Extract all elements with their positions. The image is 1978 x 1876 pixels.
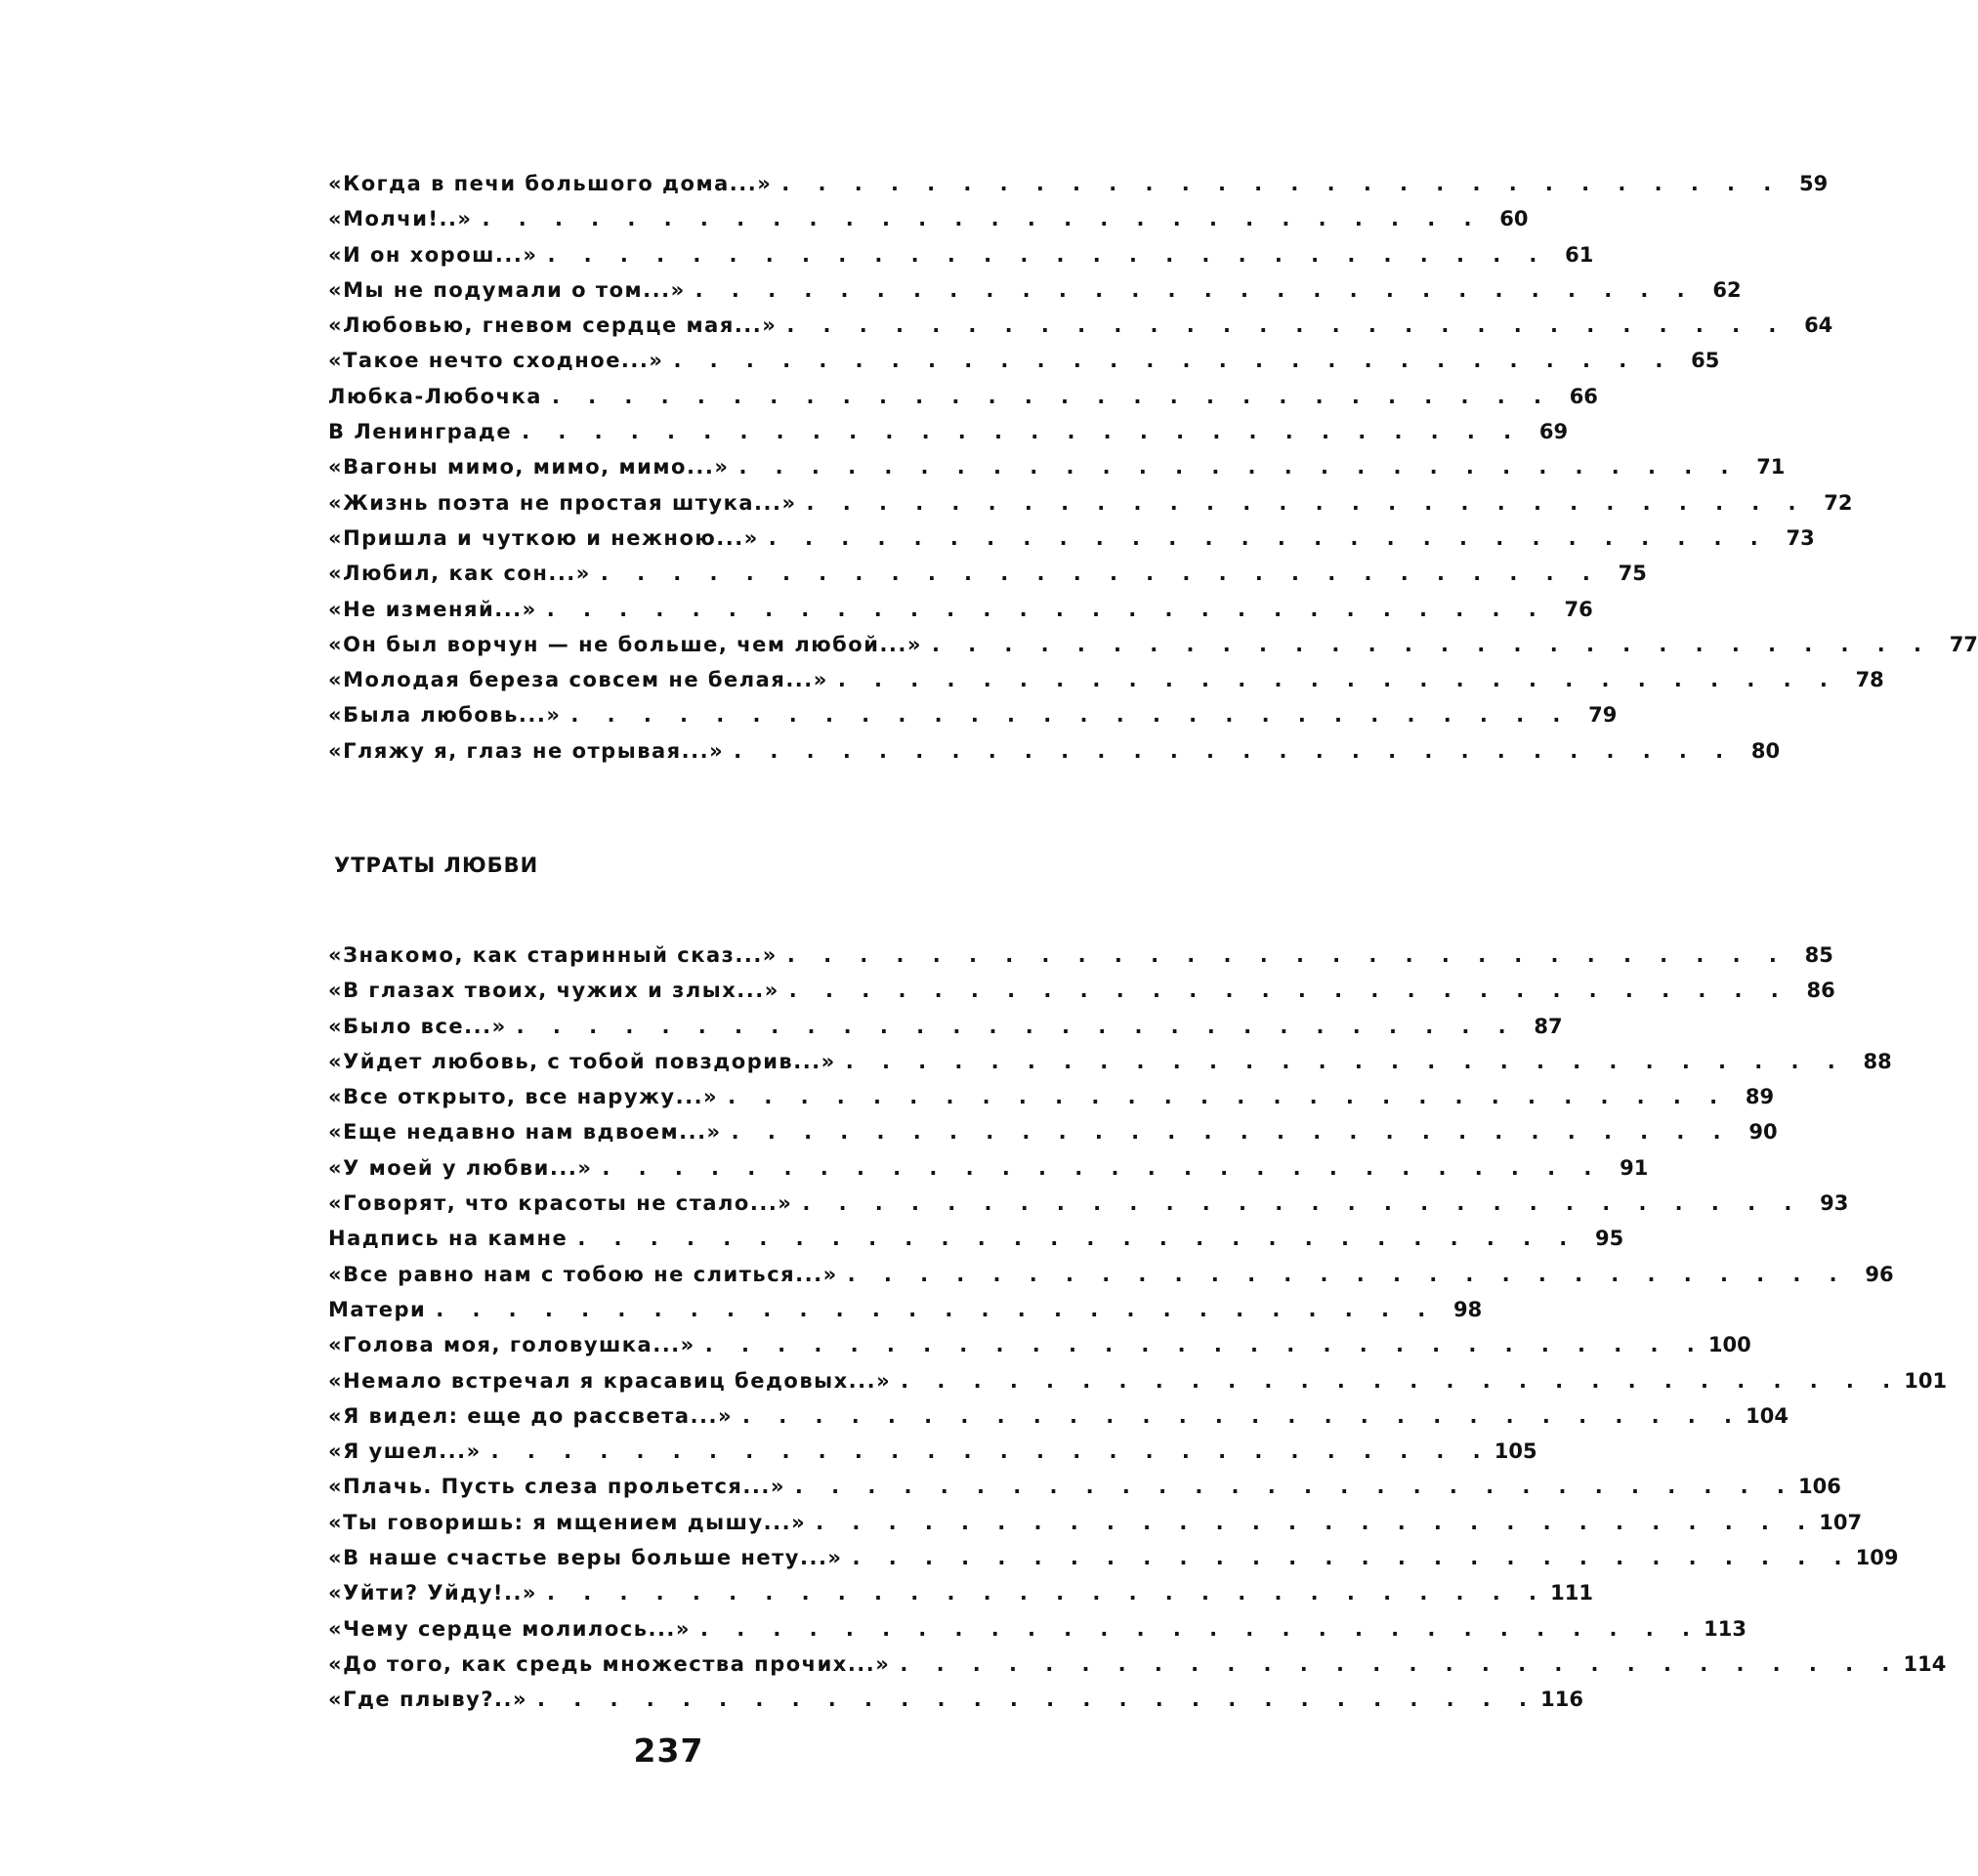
dot-leader — [891, 1369, 1898, 1393]
toc-entry-page: 116 — [1540, 1688, 1583, 1712]
dot-leader — [686, 278, 1693, 302]
toc-entry-page: 86 — [1806, 979, 1835, 1003]
toc-entry — [328, 1227, 1624, 1262]
dot-leader — [838, 1263, 1845, 1286]
dot-leader — [473, 207, 1480, 230]
toc-entry-title: «У моей у любви...» — [328, 1155, 593, 1180]
toc-entry-title: Любка-Любочка — [328, 384, 542, 408]
dot-leader — [772, 172, 1779, 195]
toc-entry-title: «Не изменяй...» — [328, 597, 537, 621]
toc-entry-page: 90 — [1748, 1120, 1778, 1145]
toc-entry-title: «Было все...» — [328, 1014, 507, 1038]
toc-entry-title: Надпись на камне — [328, 1227, 568, 1251]
dot-leader — [512, 420, 1519, 443]
dot-leader — [777, 313, 1784, 337]
toc-entry-page: 64 — [1804, 313, 1833, 338]
toc-entry — [328, 1014, 1563, 1050]
toc-entry-page: 66 — [1569, 384, 1598, 408]
toc-entry-page: 75 — [1618, 562, 1647, 586]
toc-entry — [328, 172, 1829, 207]
dot-leader — [759, 526, 1766, 550]
toc-entry-page: 111 — [1550, 1581, 1593, 1605]
toc-entry-title: «Чему сердце молилось...» — [328, 1616, 691, 1641]
toc-entry-page: 65 — [1691, 349, 1720, 373]
toc-entry-title: «Все равно нам с тобою не слиться...» — [328, 1262, 838, 1286]
toc-entry-title: «Ты говоришь: я мщением дышу...» — [328, 1510, 807, 1534]
toc-entry — [328, 1475, 1841, 1510]
dot-leader — [718, 1085, 1725, 1108]
toc-entry-title: «Когда в печи большого дома...» — [328, 172, 773, 195]
toc-entry-title: «Вагоны мимо, мимо, мимо...» — [328, 455, 730, 479]
dot-leader — [542, 385, 1549, 408]
toc-entry — [328, 242, 1594, 278]
toc-entry-page: 88 — [1863, 1049, 1892, 1073]
toc-entry-page: 77 — [1949, 632, 1978, 656]
toc-entry — [328, 668, 1884, 703]
dot-leader — [537, 243, 1544, 267]
toc-entry — [328, 1510, 1863, 1546]
toc-entry — [328, 703, 1618, 738]
toc-entry-page: 73 — [1786, 525, 1815, 550]
toc-entry — [328, 1120, 1778, 1155]
toc-entry — [328, 1191, 1849, 1227]
toc-entry — [328, 1439, 1537, 1475]
toc-entry-page: 114 — [1903, 1651, 1947, 1676]
toc-entry-title: «Пришла и чуткою и нежною...» — [328, 525, 759, 550]
toc-entry-page: 98 — [1452, 1297, 1483, 1321]
toc-entry-title: «Я видел: еще до рассвета...» — [328, 1403, 734, 1428]
toc-entry — [328, 597, 1593, 633]
toc-entry — [328, 632, 1978, 668]
dot-leader — [591, 562, 1598, 585]
toc-entry — [328, 1403, 1789, 1439]
toc-entry — [328, 1546, 1899, 1581]
toc-entry-page: 101 — [1904, 1368, 1948, 1393]
toc-entry — [328, 943, 1833, 979]
dot-leader — [568, 1227, 1575, 1250]
toc-entry — [328, 1262, 1894, 1298]
toc-entry-page: 61 — [1565, 242, 1594, 267]
toc-entry — [328, 1581, 1593, 1616]
toc-entry-title: «Такое нечто сходное...» — [328, 349, 664, 373]
toc-entry — [328, 1297, 1483, 1333]
toc-entry-title: «Была любовь...» — [328, 703, 562, 728]
toc-entry-title: «Молчи!..» — [328, 207, 473, 231]
dot-leader — [890, 1652, 1897, 1676]
toc-entry-page: 72 — [1824, 490, 1853, 515]
dot-leader — [792, 1191, 1799, 1215]
toc-entry-title: «Знакомо, как старинный сказ...» — [328, 943, 778, 967]
dot-leader — [507, 1015, 1514, 1038]
dot-leader — [482, 1439, 1489, 1463]
toc-entry — [328, 1333, 1751, 1368]
toc-entry-page: 62 — [1712, 277, 1742, 302]
dot-leader — [778, 943, 1785, 967]
toc-entry — [328, 384, 1598, 420]
dot-leader — [695, 1333, 1703, 1356]
toc-entry-title: «Где плыву?..» — [328, 1688, 528, 1712]
dot-leader — [836, 1050, 1843, 1073]
dot-leader — [806, 1511, 1813, 1534]
toc-entry-page: 109 — [1855, 1546, 1899, 1570]
dot-leader — [922, 633, 1929, 656]
toc-entry — [328, 1085, 1775, 1120]
toc-entry — [328, 1616, 1747, 1652]
toc-list-part-1 — [328, 172, 1978, 774]
toc-entry-page: 60 — [1499, 207, 1529, 231]
toc-entry-page: 104 — [1746, 1403, 1789, 1428]
dot-leader — [663, 349, 1670, 372]
dot-leader — [691, 1617, 1698, 1641]
toc-entry-page: 95 — [1595, 1227, 1624, 1251]
dot-leader — [843, 1546, 1850, 1569]
dot-leader — [537, 598, 1544, 621]
toc-entry-title: «Молодая береза совсем не белая...» — [328, 668, 828, 692]
toc-entry — [328, 738, 1781, 774]
toc-entry-title: «До того, как средь множества прочих...» — [328, 1651, 891, 1676]
toc-entry-page: 69 — [1538, 420, 1569, 444]
toc-entry-title: «Говорят, что красоты не стало...» — [328, 1191, 793, 1216]
toc-entry-title: «Я ушел...» — [328, 1439, 482, 1464]
toc-entry — [328, 979, 1835, 1014]
section-heading: УТРАТЫ ЛЮБВИ — [334, 854, 539, 877]
toc-list-part-2 — [328, 943, 1948, 1724]
toc-entry-page: 93 — [1820, 1191, 1849, 1216]
toc-entry-page: 85 — [1804, 943, 1833, 967]
toc-entry-page: 89 — [1745, 1085, 1775, 1109]
toc-entry — [328, 1368, 1948, 1404]
toc-entry-title: «В глазах твоих, чужих и злых...» — [328, 979, 779, 1003]
toc-entry — [328, 490, 1853, 526]
toc-entry-title: «И он хорош...» — [328, 242, 538, 267]
toc-entry — [328, 1651, 1947, 1688]
toc-entry-page: 105 — [1494, 1439, 1537, 1464]
dot-leader — [785, 1475, 1792, 1498]
toc-entry — [328, 1155, 1649, 1191]
dot-leader — [426, 1298, 1433, 1321]
toc-entry — [328, 1688, 1583, 1723]
dot-leader — [779, 979, 1787, 1002]
dot-leader — [722, 1120, 1729, 1144]
page-number: 237 — [633, 1731, 704, 1770]
toc-entry-title: «Уйдет любовь, с тобой повздорив...» — [328, 1049, 836, 1073]
toc-entry-page: 87 — [1534, 1014, 1563, 1038]
toc-entry-title: Матери — [328, 1297, 427, 1321]
toc-entry-page: 80 — [1750, 738, 1781, 763]
toc-entry-page: 78 — [1855, 668, 1884, 692]
toc-entry-title: В Ленинграде — [328, 420, 513, 444]
toc-entry-title: «Немало встречал я красавиц бедовых...» — [328, 1368, 892, 1393]
toc-entry — [328, 1049, 1892, 1085]
dot-leader — [729, 455, 1736, 479]
toc-entry-title: «Уйти? Уйду!..» — [328, 1581, 538, 1605]
toc-entry-title: «Плачь. Пусть слеза прольется...» — [328, 1475, 785, 1499]
toc-entry — [328, 207, 1529, 242]
toc-entry-title: «Гляжу я, глаз не отрывая...» — [328, 738, 725, 763]
toc-entry-page: 71 — [1756, 455, 1786, 479]
toc-entry-page: 106 — [1798, 1475, 1841, 1499]
toc-entry — [328, 562, 1647, 597]
toc-entry-page: 76 — [1564, 597, 1593, 621]
toc-entry-page: 59 — [1799, 172, 1829, 195]
toc-entry-title: «Любил, как сон...» — [328, 562, 591, 586]
toc-entry — [328, 420, 1569, 455]
toc-entry-page: 96 — [1865, 1262, 1894, 1286]
toc-entry — [328, 525, 1815, 562]
dot-leader — [797, 491, 1804, 515]
dot-leader — [724, 739, 1731, 763]
toc-entry-page: 79 — [1588, 703, 1618, 728]
toc-entry-title: «Любовью, гневом сердце мая...» — [328, 313, 778, 338]
dot-leader — [527, 1688, 1535, 1711]
toc-entry-title: «Мы не подумали о том...» — [328, 277, 686, 302]
toc-entry-page: 100 — [1707, 1333, 1751, 1357]
toc-entry — [328, 277, 1742, 313]
dot-leader — [537, 1581, 1544, 1605]
toc-entry-title: «Еще недавно нам вдвоем...» — [328, 1120, 722, 1145]
toc-entry-page: 91 — [1620, 1155, 1649, 1180]
toc-entry — [328, 455, 1786, 490]
toc-entry — [328, 349, 1720, 384]
toc-entry-title: «Все открыто, все наружу...» — [328, 1085, 719, 1109]
toc-entry — [328, 313, 1833, 349]
toc-entry-title: «В наше счастье веры больше нету...» — [328, 1546, 843, 1570]
toc-entry-page: 107 — [1819, 1510, 1863, 1534]
dot-leader — [561, 703, 1568, 727]
toc-entry-title: «Он был ворчун — не больше, чем любой...» — [328, 632, 922, 656]
toc-entry-title: «Жизнь поэта не простая штука...» — [328, 490, 797, 515]
dot-leader — [733, 1404, 1740, 1428]
toc-entry-page: 113 — [1704, 1616, 1747, 1641]
dot-leader — [592, 1156, 1599, 1180]
dot-leader — [828, 668, 1835, 691]
toc-entry-title: «Голова моя, головушка...» — [328, 1333, 695, 1357]
